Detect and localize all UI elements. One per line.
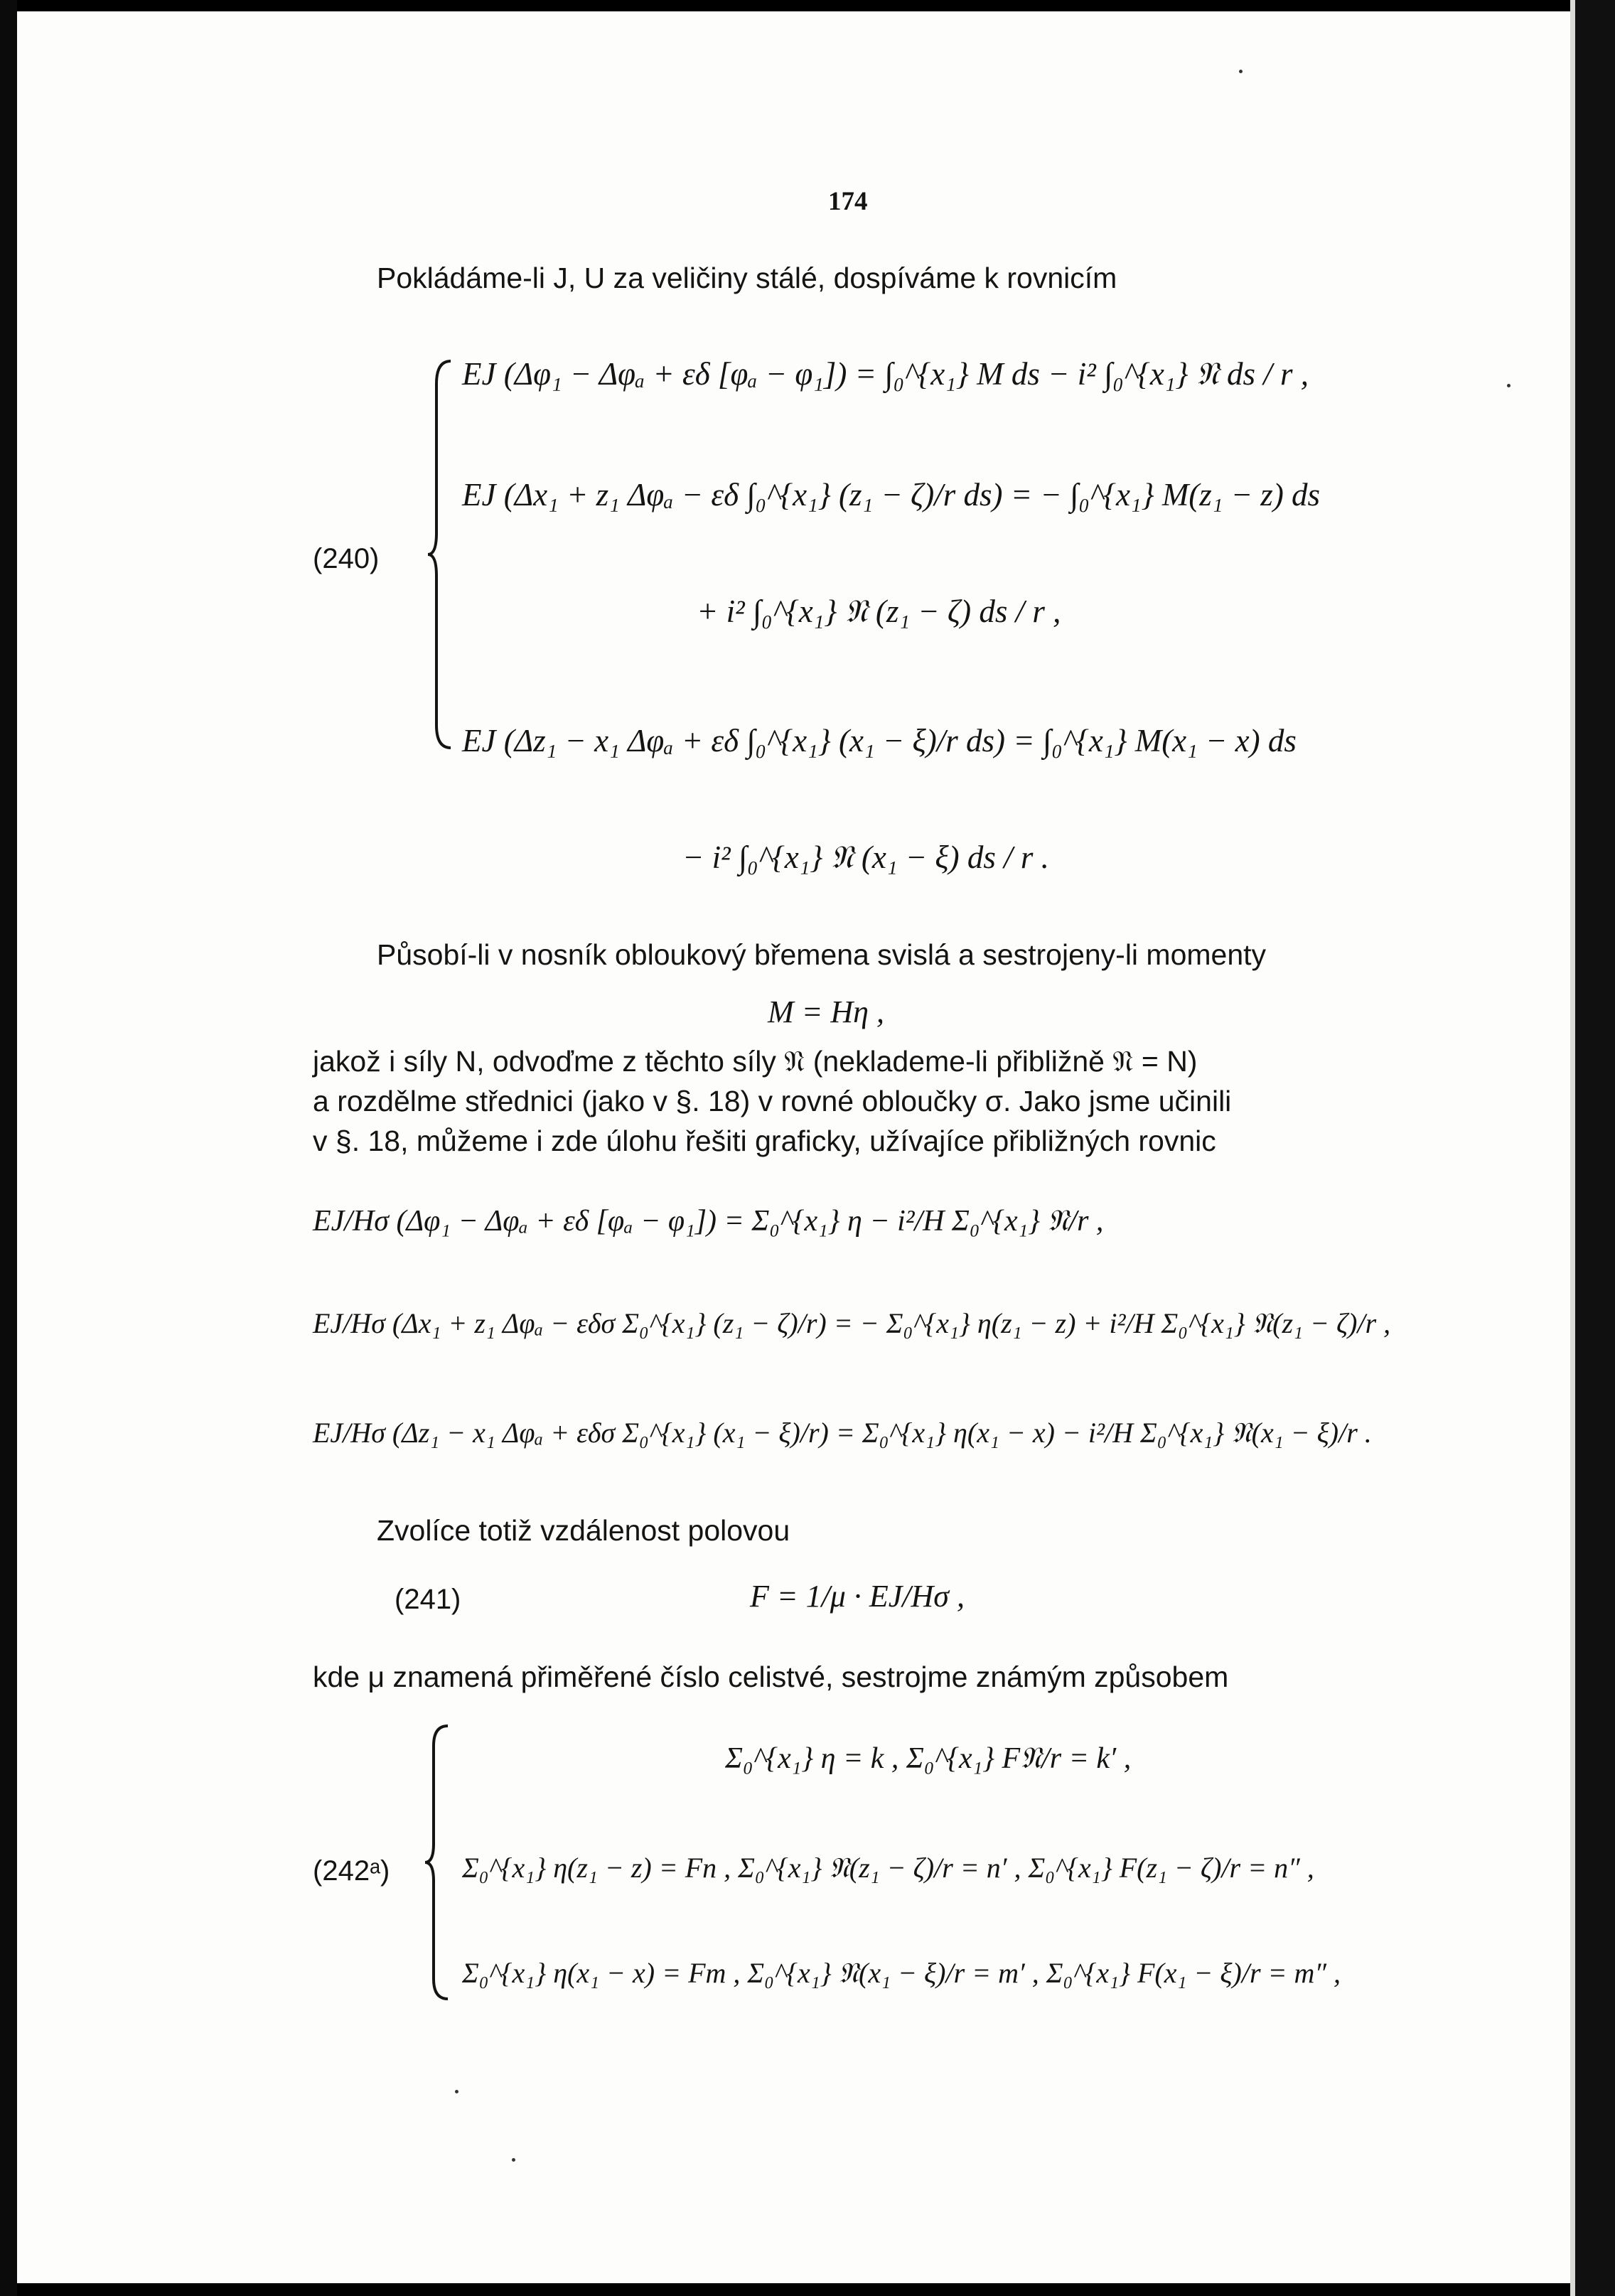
equation-line: + i² ∫₀^{x₁} 𝔑 (z₁ − ζ) ds / r , — [697, 594, 1061, 629]
text-line: Působí-li v nosník obloukový břemena svislá a sestrojeny-li momenty — [377, 938, 1267, 971]
text-line: jakož i síly N, odvoďme z těchto síly 𝔑 (neklademe-li přibližně 𝔑 = N) — [313, 1045, 1198, 1078]
equation-line: EJ/Hσ (Δz₁ − x₁ Δφₐ + εδσ Σ₀^{x₁} (x₁ − ξ)/r) = Σ₀^{x₁} η(x₁ − x) − i²/H Σ₀^{x₁} 𝔑(x₁ − ξ)/r . — [313, 1417, 1372, 1449]
equation-label: (242ᵃ) — [313, 1855, 390, 1887]
scan-page-edge — [1570, 0, 1575, 2296]
scan-right-edge — [1575, 0, 1615, 2296]
text-line: kde μ znamená přiměřené číslo celistvé, sestrojme známým způsobem — [313, 1661, 1229, 1693]
equation-line: EJ/Hσ (Δφ₁ − Δφₐ + εδ [φₐ − φ₁]) = Σ₀^{x₁} η − i²/H Σ₀^{x₁} 𝔑/r , — [313, 1205, 1104, 1238]
text-line: a rozdělme střednici (jako v §. 18) v rovné obloučky σ. Jako jsme učinili — [313, 1085, 1232, 1117]
equation-line: EJ (Δz₁ − x₁ Δφₐ + εδ ∫₀^{x₁} (x₁ − ξ)/r ds) = ∫₀^{x₁} M(x₁ − x) ds — [462, 723, 1297, 758]
text-line: Zvolíce totiž vzdálenost polovou — [377, 1514, 790, 1547]
equation-brace — [426, 355, 455, 753]
equation-label: (240) — [313, 543, 380, 574]
equation-line: M = Hη , — [768, 994, 884, 1029]
text-line: v §. 18, můžeme i zde úlohu řešiti graficky, užívajíce přibližných rovnic — [313, 1125, 1216, 1157]
equation-label: (241) — [395, 1584, 461, 1615]
equation-line: EJ/Hσ (Δx₁ + z₁ Δφₐ − εδσ Σ₀^{x₁} (z₁ − ζ)/r) = − Σ₀^{x₁} η(z₁ − z) + i²/H Σ₀^{x₁} 𝔑(z₁ − ζ)/r , — [313, 1307, 1391, 1339]
equation-line: − i² ∫₀^{x₁} 𝔑 (x₁ − ξ) ds / r . — [682, 839, 1049, 875]
equation-line: EJ (Δx₁ + z₁ Δφₐ − εδ ∫₀^{x₁} (z₁ − ζ)/r ds) = − ∫₀^{x₁} M(z₁ − z) ds — [462, 477, 1321, 513]
intro-text: Pokládáme-li J, U za veličiny stálé, dospíváme k rovnicím — [377, 262, 1117, 294]
equation-line: Σ₀^{x₁} η = k , Σ₀^{x₁} F𝔑/r = k′ , — [725, 1742, 1132, 1775]
equation-line: F = 1/μ · EJ/Hσ , — [750, 1579, 965, 1614]
equation-line: EJ (Δφ₁ − Δφₐ + εδ [φₐ − φ₁]) = ∫₀^{x₁} M ds − i² ∫₀^{x₁} 𝔑 ds / r , — [462, 356, 1309, 392]
speck — [1507, 384, 1511, 387]
speck — [455, 2090, 458, 2093]
equation-line: Σ₀^{x₁} η(x₁ − x) = Fm , Σ₀^{x₁} 𝔑(x₁ − ξ)/r = m′ , Σ₀^{x₁} F(x₁ − ξ)/r = m″ , — [462, 1957, 1341, 1989]
speck — [512, 2158, 515, 2162]
speck — [1239, 70, 1243, 73]
scan-left-edge — [0, 0, 17, 2296]
equation-brace — [424, 1720, 452, 2005]
page-number: 174 — [828, 187, 868, 216]
equation-line: Σ₀^{x₁} η(z₁ − z) = Fn , Σ₀^{x₁} 𝔑(z₁ − ζ)/r = n′ , Σ₀^{x₁} F(z₁ − ζ)/r = n″ , — [462, 1852, 1314, 1884]
